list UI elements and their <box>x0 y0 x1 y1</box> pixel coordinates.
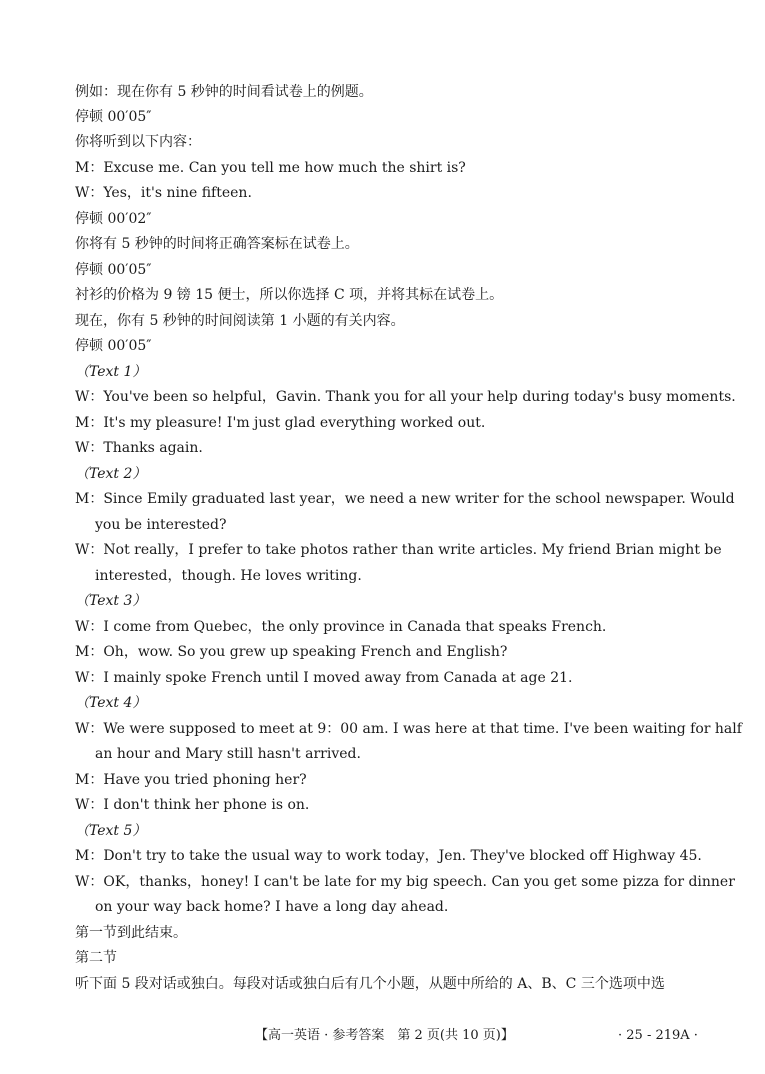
text-line: 听下面 5 段对话或独白。每段对话或独白后有几个小题，从题中所给的 A、B、C 三个选项中选 <box>75 976 665 992</box>
text-line: 你将有 5 秒钟的时间将正确答案标在试卷上。 <box>75 236 359 252</box>
dialogue-line-continued: on your way back home? I have a long day ahead. <box>95 899 449 915</box>
dialogue-line: M：Excuse me. Can you tell me how much the shirt is? <box>75 160 466 176</box>
dialogue-line: W：Yes，it's nine fifteen. <box>75 185 252 201</box>
text-line: 停顿 00′05″ <box>75 338 152 354</box>
dialogue-line: M：Since Emily graduated last year，we need a new writer for the school newspaper. Would <box>75 491 735 507</box>
text-line: 停顿 00′05″ <box>75 109 152 125</box>
dialogue-line: W：Not really，I prefer to take photos rather than write articles. My friend Brian might be <box>75 542 722 558</box>
text-heading: （Text 2） <box>75 466 147 482</box>
dialogue-line-continued: you be interested? <box>95 517 227 533</box>
dialogue-line: M：Have you tried phoning her? <box>75 772 307 788</box>
text-line: 例如：现在你有 5 秒钟的时间看试卷上的例题。 <box>75 84 373 100</box>
dialogue-line: W：I mainly spoke French until I moved away from Canada at age 21. <box>75 670 573 686</box>
dialogue-line: M：Don't try to take the usual way to work today，Jen. They've blocked off Highway 45. <box>75 848 702 864</box>
page-footer-title: 【高一英语 · 参考答案 第 2 页(共 10 页)】 <box>255 1028 514 1043</box>
text-line: 停顿 00′05″ <box>75 262 152 278</box>
dialogue-line: M：Oh，wow. So you grew up speaking French and English? <box>75 644 508 660</box>
dialogue-line: W：I don't think her phone is on. <box>75 797 310 813</box>
dialogue-line: W：I come from Quebec，the only province in Canada that speaks French. <box>75 619 607 635</box>
dialogue-line: W：We were supposed to meet at 9：00 am. I was here at that time. I've been waiting for half <box>75 721 742 737</box>
page-footer-code: · 25 - 219A · <box>618 1028 698 1043</box>
text-line: 第一节到此结束。 <box>75 925 187 941</box>
dialogue-line-continued: an hour and Mary still hasn't arrived. <box>95 746 361 762</box>
text-heading: （Text 1） <box>75 364 147 380</box>
text-line: 你将听到以下内容： <box>75 134 201 150</box>
text-line: 第二节 <box>75 950 117 966</box>
text-line: 停顿 00′02″ <box>75 211 152 227</box>
dialogue-line: W：Thanks again. <box>75 440 203 456</box>
text-line: 现在，你有 5 秒钟的时间阅读第 1 小题的有关内容。 <box>75 313 405 329</box>
text-heading: （Text 3） <box>75 593 147 609</box>
dialogue-line: W：You've been so helpful，Gavin. Thank you for all your help during today's busy moments. <box>75 389 736 405</box>
dialogue-line: W：OK，thanks，honey! I can't be late for my big speech. Can you get some pizza for dinner <box>75 874 735 890</box>
dialogue-line-continued: interested，though. He loves writing. <box>95 568 362 584</box>
text-line: 衬衫的价格为 9 镑 15 便士，所以你选择 C 项，并将其标在试卷上。 <box>75 287 504 303</box>
text-heading: （Text 4） <box>75 695 147 711</box>
text-heading: （Text 5） <box>75 823 147 839</box>
dialogue-line: M：It's my pleasure! I'm just glad everything worked out. <box>75 415 486 431</box>
